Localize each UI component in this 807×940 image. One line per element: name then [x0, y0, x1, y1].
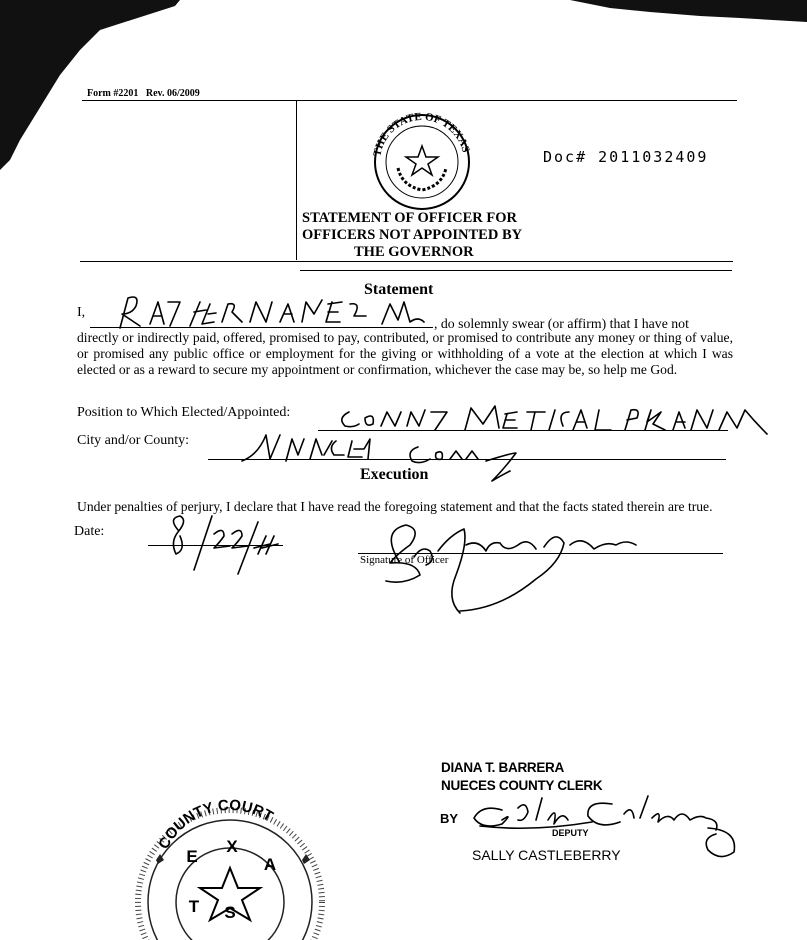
header-bottom-rule-2: [300, 270, 732, 271]
seal-text: THE STATE OF TEXAS: [371, 110, 472, 158]
svg-text:THE STATE OF TEXAS: [371, 111, 471, 157]
deputy-name: SALLY CASTLEBERRY: [472, 847, 621, 863]
officer-signature: [360, 515, 660, 615]
statement-line1-tail: , do solemnly swear (or affirm) that I have not: [434, 316, 689, 331]
execution-text: Under penalties of perjury, I declare that I have read the foregoing statement and that the facts stated therein are true.: [77, 499, 713, 514]
seal-letter-x: X: [226, 837, 238, 856]
execution-heading: Execution: [360, 466, 429, 483]
header-divider: [296, 100, 297, 260]
date-label: Date:: [74, 524, 105, 539]
document-number: Doc# 2011032409: [543, 148, 709, 166]
county-seal-text: COUNTY COURT: [155, 796, 276, 853]
signature-label: Signature of Officer: [360, 554, 449, 566]
county-court-seal: [112, 790, 332, 940]
clerk-deputy-label: DEPUTY: [552, 828, 589, 838]
seal-letter-a: A: [263, 855, 277, 874]
statement-heading: Statement: [364, 281, 434, 298]
deputy-signature: [462, 790, 742, 870]
texas-state-seal: [362, 112, 482, 212]
handwritten-date: [150, 510, 290, 580]
clerk-name: DIANA T. BARRERA: [441, 760, 564, 775]
seal-letter-s: S: [224, 903, 236, 922]
statement-body: directly or indirectly paid, offered, promised to pay, contributed, or promised to contribute any money or thing of value, or promised any public office or employment for the giving or withholding of a vote at the election at which I was elected or as a reward to secure my appointment or confirmation, whichever the case may be, so help me God.: [77, 330, 733, 377]
statement-prefix: I,: [77, 305, 86, 320]
form-number: Form #2201 Rev. 06/2009: [87, 88, 200, 99]
header-bottom-rule: [80, 261, 733, 262]
handwritten-officer-name: [110, 292, 430, 332]
clerk-office: NUECES COUNTY CLERK: [441, 778, 603, 793]
clerk-by-label: BY: [440, 811, 459, 826]
city-county-label: City and/or County:: [77, 433, 189, 448]
header-rule: [82, 100, 737, 101]
position-label: Position to Which Elected/Appointed:: [77, 405, 291, 420]
seal-letter-t: T: [188, 897, 200, 916]
form-title: STATEMENT OF OFFICER FOR OFFICERS NOT APPOINTED BY THE GOVERNOR: [302, 210, 523, 260]
seal-letter-e: E: [186, 847, 198, 866]
